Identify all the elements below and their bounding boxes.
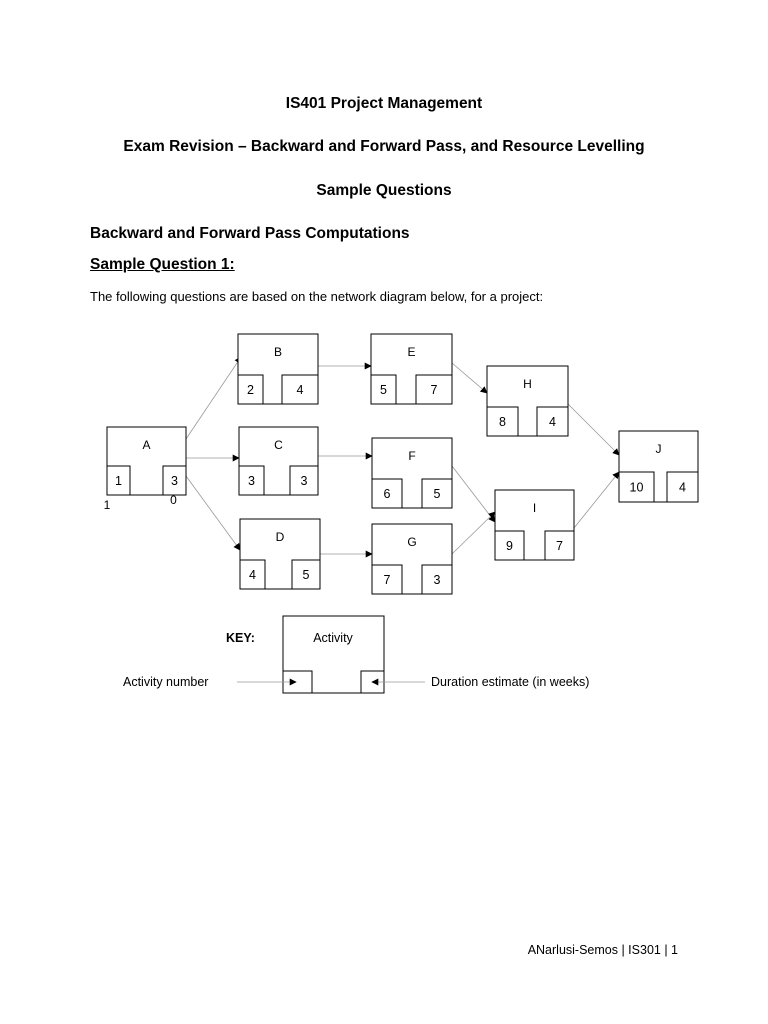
key-legend	[123, 616, 589, 693]
node-duration: 4	[296, 383, 304, 397]
node-number: 2	[247, 383, 254, 397]
activity-node-f	[372, 438, 452, 508]
activity-node-b	[238, 334, 318, 404]
key-label: KEY:	[226, 631, 255, 645]
activity-node-j	[619, 431, 698, 502]
node-label: H	[523, 377, 532, 391]
course-title: IS401 Project Management	[285, 95, 483, 112]
node-duration: 7	[430, 383, 438, 397]
node-number: 8	[499, 415, 506, 429]
node-label: C	[274, 438, 283, 452]
node-label: B	[273, 345, 283, 359]
subtitle: Sample Questions	[316, 182, 452, 199]
activity-node-d	[240, 519, 320, 589]
node-label: G	[407, 535, 417, 549]
node-number: 4	[249, 568, 256, 582]
key-duration-label: Duration estimate (in weeks)	[431, 675, 590, 689]
node-label: F	[408, 449, 416, 463]
activity-node-h	[487, 366, 568, 436]
nodes-layer	[104, 334, 698, 594]
node-label: I	[532, 501, 537, 515]
node-number: 7	[383, 573, 391, 587]
node-duration: 4	[549, 415, 556, 429]
node-number: 5	[380, 383, 387, 397]
key-activity-number-label: Activity number	[123, 675, 209, 689]
node-duration-overflow: 0	[170, 493, 177, 507]
exam-title: Exam Revision – Backward and Forward Pass, and Resource Levelling	[123, 138, 645, 155]
activity-node-i	[495, 490, 574, 560]
node-duration: 4	[679, 480, 686, 495]
edge-g-i	[452, 512, 495, 554]
node-label: E	[407, 345, 416, 359]
node-duration: 7	[556, 539, 563, 553]
question-label: Sample Question 1:	[90, 256, 235, 273]
edge-f-i	[452, 466, 495, 522]
node-number-overflow: 1	[103, 498, 111, 512]
activity-node-e	[371, 334, 452, 404]
node-duration: 5	[433, 487, 441, 501]
activity-node-g	[372, 524, 452, 594]
node-label: A	[142, 438, 151, 452]
section-heading: Backward and Forward Pass Computations	[90, 225, 410, 242]
node-number: 6	[383, 487, 391, 501]
node-number: 9	[506, 539, 513, 553]
node-label: J	[655, 442, 662, 456]
node-number: 1	[115, 474, 122, 488]
node-number: 10	[629, 480, 644, 495]
edge-a-d	[186, 476, 240, 550]
edge-h-j	[568, 404, 619, 455]
activity-node-a	[104, 427, 186, 512]
node-number: 3	[248, 474, 255, 488]
node-label: D	[275, 530, 285, 544]
node-duration: 3	[433, 573, 441, 587]
page-footer: ANarlusi-Semos | IS301 | 1	[527, 943, 678, 957]
activity-node-c	[239, 427, 318, 495]
key-activity-text: Activity	[313, 631, 353, 645]
node-duration: 5	[302, 568, 310, 582]
edge-i-j	[574, 472, 619, 528]
intro-text: The following questions are based on the network diagram below, for a project:	[90, 289, 544, 304]
node-duration: 3	[300, 474, 308, 488]
node-duration: 3	[171, 474, 178, 488]
edge-a-b	[186, 357, 241, 439]
edge-e-h	[452, 363, 487, 393]
